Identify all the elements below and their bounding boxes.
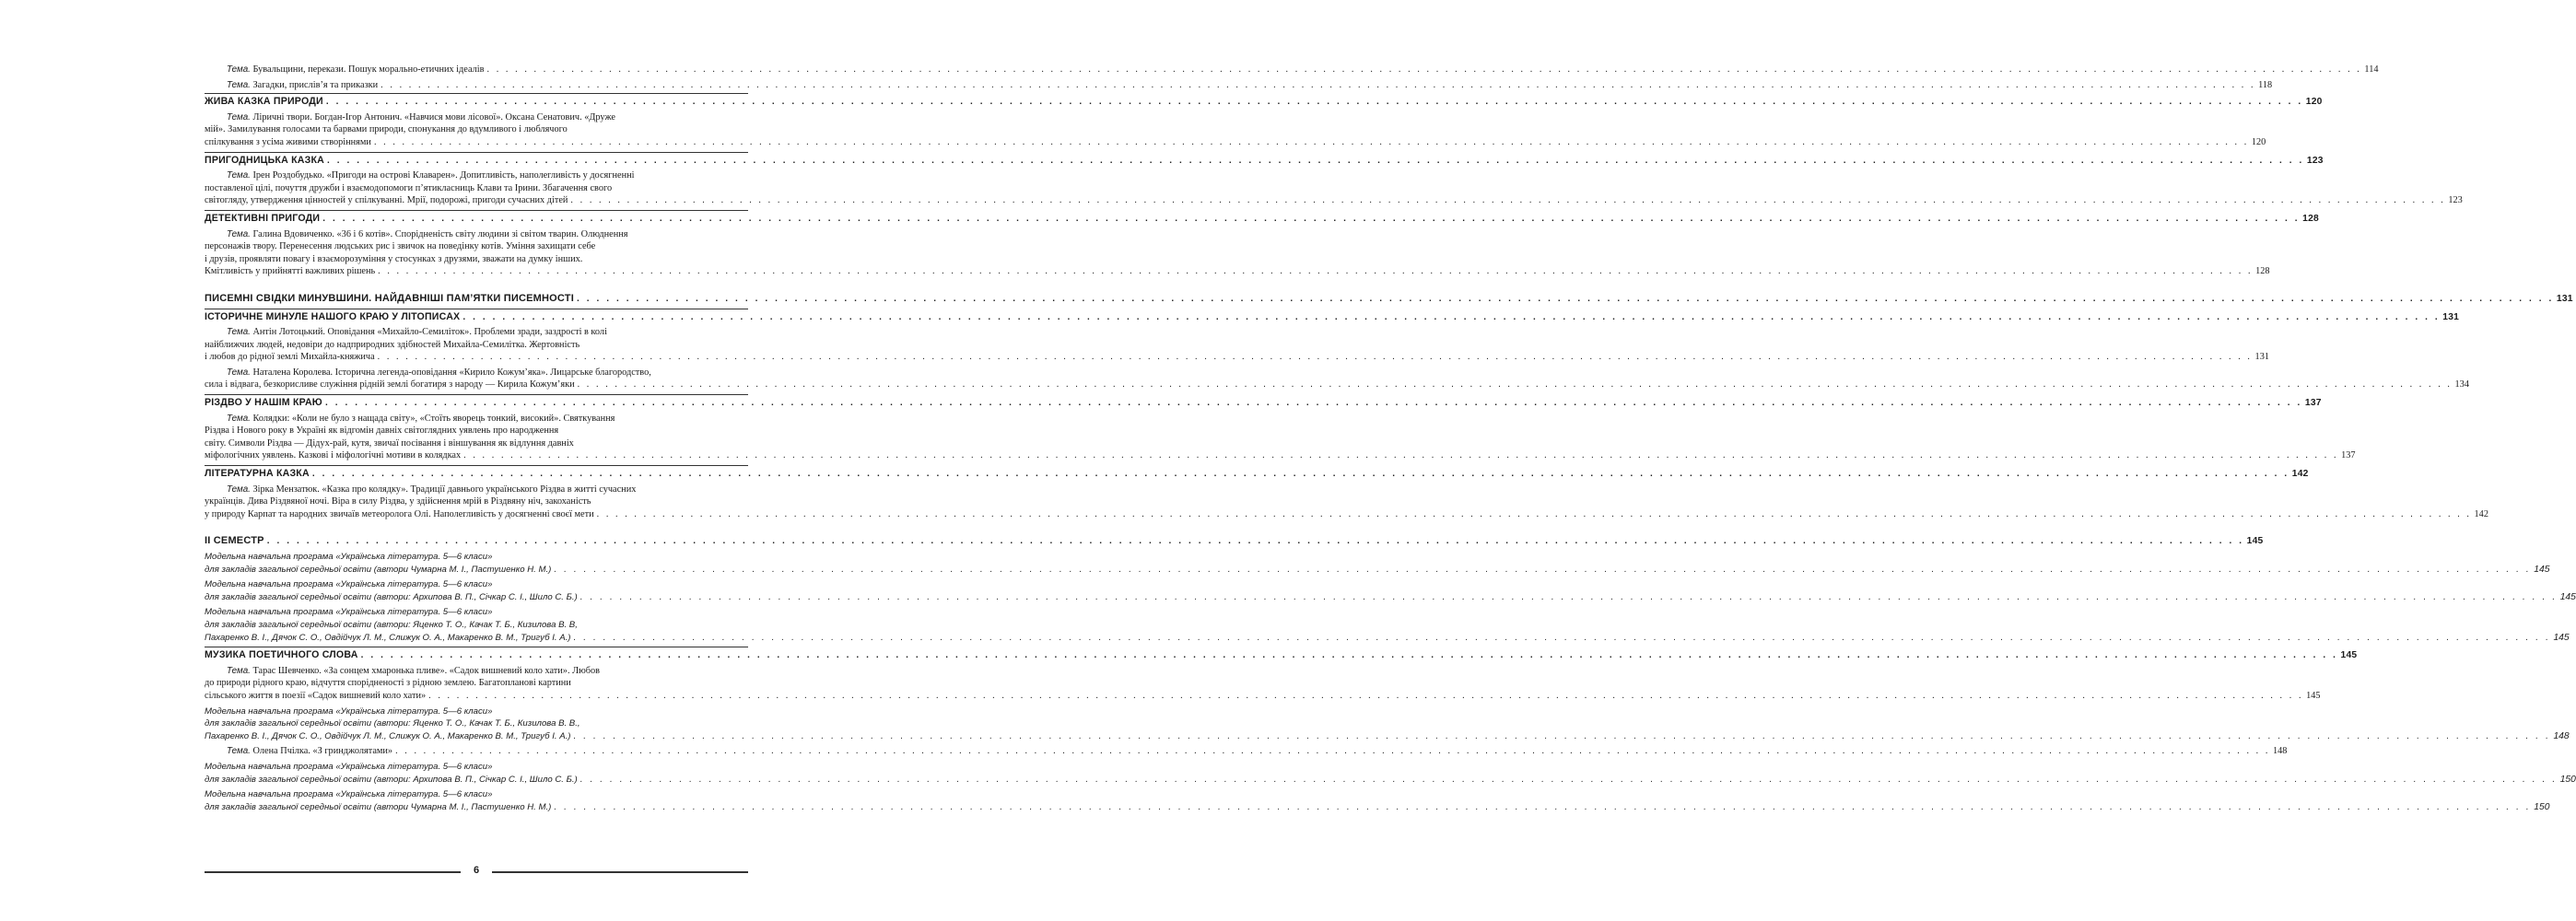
- toc-line: [205, 310, 2460, 324]
- toc-page-number: 120: [2251, 136, 2266, 147]
- toc-topic-entry[interactable]: [205, 484, 2488, 521]
- dot-leader: [554, 564, 2531, 577]
- dot-leader: [574, 632, 2551, 645]
- toc-program-entry[interactable]: [205, 761, 2576, 786]
- toc-line: [205, 677, 748, 690]
- page-footer: [205, 867, 748, 878]
- toc-line-text: [205, 535, 264, 548]
- toc-line-text: [205, 717, 580, 730]
- toc-line: [205, 228, 748, 241]
- toc-text: для закладів загальної середньої освіти (автори: Яценко Т. О., Качак Т. Б., Кизилова В. В,: [205, 619, 578, 630]
- toc-line-text: [205, 240, 595, 253]
- toc-section-heading[interactable]: [205, 210, 2319, 226]
- toc-line-text: [227, 64, 485, 76]
- toc-line-text: [205, 96, 323, 109]
- toc-line: [205, 690, 2321, 703]
- toc-text: Загадки, прислів’я та приказки: [252, 79, 379, 90]
- toc-line: [205, 96, 2323, 109]
- toc-topic-entry[interactable]: [205, 228, 2270, 278]
- toc-line-text: [205, 632, 571, 645]
- toc-line-text: [205, 551, 492, 564]
- toc-text: у природу Карпат та народних звичаїв метеоролога Олі. Наполегливість у досягненні своєї мети: [205, 508, 594, 519]
- toc-line-text: [205, 606, 492, 619]
- toc-line-text: [205, 253, 582, 266]
- toc-text: світу. Символи Різдва — Дідух-рай, кутя, звичаї посівання і віншування як відлуння давніх: [205, 437, 574, 449]
- toc-text: персонажів твору. Перенесення людських рис і звичок на поведінку котів. Уміння захищати себе: [205, 241, 596, 252]
- toc-line: [205, 495, 748, 508]
- toc-line: [205, 413, 748, 426]
- toc-line: [205, 253, 748, 266]
- toc-page-number: 137: [2304, 398, 2322, 409]
- toc-line-text: [227, 413, 615, 426]
- toc-text: сільського життя в поезії «Садок вишневий коло хати»: [205, 690, 427, 701]
- toc-page-number: 134: [2454, 379, 2469, 391]
- toc-line-text: [205, 591, 578, 604]
- toc-text: для закладів загальної середньої освіти (автори: Архипова В. П., Січкар С. І., Шило С. Б.): [205, 591, 578, 602]
- toc-line-text: [205, 468, 310, 481]
- toc-line: [205, 591, 2576, 604]
- toc-text: Модельна навчальна програма «Українська література. 5—6 класи»: [205, 761, 493, 772]
- page-number: 6: [473, 865, 480, 876]
- toc-line-text: [205, 774, 578, 787]
- toc-text: ЛІТЕРАТУРНА КАЗКА: [205, 468, 310, 480]
- toc-line-text: [205, 690, 426, 703]
- topic-label: Тема.: [227, 327, 251, 338]
- toc-line: [205, 551, 748, 564]
- toc-text: Модельна навчальна програма «Українська література. 5—6 класи»: [205, 789, 493, 800]
- toc-line: [205, 194, 2463, 207]
- toc-program-entry[interactable]: [205, 788, 2550, 813]
- toc-line: [205, 79, 2273, 92]
- toc-line-text: [227, 367, 651, 379]
- toc-line-text: [205, 677, 571, 690]
- toc-line: [205, 730, 2570, 743]
- toc-line-text: [205, 649, 358, 662]
- toc-line: [205, 632, 2570, 645]
- toc-page-number: 145: [2534, 564, 2550, 575]
- toc-topic-entry[interactable]: [205, 169, 2463, 207]
- toc-text: найближчих людей, недовіри до надприродних здібностей Михайла-Семилітка. Жертовність: [205, 339, 580, 350]
- toc-line-text: [227, 228, 627, 241]
- dot-leader: [322, 213, 2300, 226]
- toc-section-heading[interactable]: [205, 291, 2573, 306]
- toc-line: [205, 212, 2319, 226]
- toc-line: [205, 425, 748, 437]
- toc-program-entry[interactable]: [205, 705, 2570, 743]
- toc-line-text: [205, 788, 492, 801]
- toc-section-heading[interactable]: [205, 394, 2322, 410]
- toc-text: Бувальщини, перекази. Пошук морально-етичних ідеалів: [252, 64, 485, 75]
- dot-leader: [487, 64, 2362, 76]
- toc-page-number: 145: [2553, 632, 2570, 643]
- toc-line: [205, 705, 748, 718]
- toc-line-text: [205, 136, 371, 149]
- toc-line-text: [205, 311, 460, 324]
- toc-line: [205, 437, 748, 450]
- topic-label: Тема.: [227, 367, 251, 378]
- dot-leader: [374, 136, 2249, 149]
- toc-line-text: [205, 425, 558, 437]
- toc-text: Модельна навчальна програма «Українська література. 5—6 класи»: [205, 579, 493, 590]
- dot-leader: [597, 508, 2472, 521]
- toc-line: [205, 292, 2573, 306]
- toc-section-heading[interactable]: [205, 152, 2324, 168]
- toc-text: Тарас Шевченко. «За сонцем хмаронька пливе». «Садок вишневий коло хати». Любов: [252, 665, 601, 676]
- toc-page-number: 120: [2305, 97, 2323, 108]
- toc-line: [205, 182, 748, 195]
- toc-line: [205, 761, 748, 774]
- toc-text: Модельна навчальна програма «Українська література. 5—6 класи»: [205, 607, 493, 618]
- toc-line: [205, 240, 748, 253]
- toc-line: [205, 619, 748, 632]
- toc-text: Наталена Королева. Історична легенда-оповідання «Кирило Кожум’яка». Лицарське благородство,: [252, 367, 651, 378]
- toc-line-text: [205, 194, 568, 207]
- toc-text: мій». Замилування голосами та барвами природи, спонукання до вдумливого і люблячого: [205, 124, 568, 135]
- toc-line-text: [205, 578, 492, 591]
- toc-line: [205, 717, 748, 730]
- toc-page-number: 145: [2306, 690, 2321, 701]
- toc-line: [205, 535, 2264, 548]
- toc-topic-entry[interactable]: [205, 745, 2288, 758]
- toc-text: спілкування з усіма живими створіннями: [205, 136, 371, 147]
- toc-line: [205, 788, 748, 801]
- toc-text: сила і відвага, безкорисливе служіння рідній землі богатиря з народу — Кирила Кожум’яки: [205, 379, 575, 391]
- toc-line: [205, 745, 2288, 758]
- toc-line: [205, 649, 2358, 662]
- toc-text: і любов до рідної землі Михайла-княжича: [205, 352, 375, 363]
- toc-section-heading[interactable]: [205, 647, 2358, 662]
- toc-line-text: [205, 801, 551, 814]
- toc-text: Модельна навчальна програма «Українська література. 5—6 класи»: [205, 705, 493, 717]
- toc-line-text: [205, 379, 575, 391]
- toc-text: Олена Пчілка. «З гринджолятами»: [252, 746, 393, 757]
- topic-label: Тема.: [227, 64, 251, 75]
- toc-text: українців. Дива Різдвяної ночі. Віра в силу Різдва, у здійснення мрій в Різдвяну ніч, закоханість: [205, 496, 591, 507]
- toc-topic-entry[interactable]: [205, 79, 2273, 92]
- toc-topic-entry[interactable]: [205, 665, 2321, 703]
- toc-page-number: 150: [2559, 774, 2576, 785]
- toc-line-text: [205, 397, 322, 410]
- dot-leader: [395, 745, 2270, 758]
- toc-text: Модельна навчальна програма «Українська література. 5—6 класи»: [205, 552, 493, 562]
- toc-topic-entry[interactable]: [205, 367, 2469, 391]
- topic-label: Тема.: [227, 746, 251, 757]
- toc-line: [205, 339, 748, 352]
- toc-text: РІЗДВО У НАШІМ КРАЮ: [205, 397, 322, 409]
- dot-leader: [378, 351, 2253, 364]
- toc-text: Пахаренко В. І., Дячок С. О., Овдійчук Л. М., Слижук О. А., Макаренко В. М., Тригуб І. А.): [205, 730, 571, 741]
- dot-leader: [428, 690, 2303, 703]
- toc-line: [205, 136, 2266, 149]
- toc-page-number: 123: [2448, 195, 2463, 206]
- toc-line: [205, 326, 748, 339]
- toc-text: Ліричні твори. Богдан-Ігор Антонич. «Навчися мови лісової». Оксана Сенатович. «Друже: [252, 111, 615, 122]
- dot-leader: [577, 293, 2554, 306]
- toc-line: [205, 578, 748, 591]
- toc-line: [205, 397, 2322, 410]
- toc-line: [205, 484, 748, 496]
- toc-section-heading[interactable]: [205, 465, 2309, 481]
- topic-label: Тема.: [227, 228, 251, 239]
- toc-line: [205, 351, 2269, 364]
- toc-text: міфологічних уявлень. Казкові і міфологічні мотиви в колядках: [205, 450, 462, 461]
- toc-text: ПИСЕМНІ СВІДКИ МИНУВШИНИ. НАЙДАВНІШІ ПАМ’ЯТКИ ПИСЕМНОСТІ: [205, 292, 574, 304]
- toc-line: [205, 265, 2270, 278]
- dot-leader: [325, 397, 2302, 410]
- toc-line-text: [227, 665, 600, 678]
- toc-line-text: [205, 339, 580, 352]
- toc-text: ПРИГОДНИЦЬКА КАЗКА: [205, 154, 324, 166]
- footer-rule-left: [205, 871, 461, 873]
- toc-line-text: [205, 619, 578, 632]
- toc-page-number: 150: [2534, 801, 2550, 812]
- toc-topic-entry[interactable]: [205, 326, 2269, 364]
- toc-text: Кмітливість у прийнятті важливих рішень: [205, 266, 376, 277]
- dot-leader: [381, 79, 2255, 92]
- dot-leader: [378, 265, 2253, 278]
- toc-page-number: 123: [2306, 155, 2324, 166]
- toc-line: [205, 379, 2469, 391]
- dot-leader: [578, 379, 2453, 391]
- toc-page-number: 128: [2255, 266, 2270, 277]
- dot-leader: [312, 468, 2289, 481]
- dot-leader: [574, 730, 2551, 743]
- toc-line-text: [227, 169, 634, 182]
- toc-text: Галина Вдовиченко. «36 і 6 котів». Спорідненість світу людини зі світом тварин. Олюднення: [252, 228, 628, 239]
- toc-text: Колядки: «Коли не було з нащада світу», «Стоїть яворець тонкий, високий». Святкування: [252, 413, 615, 424]
- toc-line-text: [205, 449, 461, 462]
- dot-leader: [463, 449, 2338, 462]
- toc-text: Ірен Роздобудько. «Пригоди на острові Клаварен». Допитливість, наполегливість у досягненні: [252, 170, 635, 181]
- toc-page-number: 148: [2272, 746, 2288, 757]
- toc-page-number: 142: [2474, 508, 2488, 519]
- toc-program-entry[interactable]: [205, 551, 2550, 576]
- toc-line: [205, 665, 748, 678]
- toc-line-text: [205, 265, 375, 278]
- toc-line-text: [205, 351, 375, 364]
- toc-line-text: [227, 79, 378, 92]
- toc-line: [205, 111, 748, 124]
- toc-page-number: 114: [2364, 64, 2379, 75]
- dot-leader: [580, 591, 2558, 604]
- topic-label: Тема.: [227, 111, 251, 122]
- toc-line: [205, 801, 2550, 814]
- dot-leader: [327, 155, 2304, 168]
- toc-line-text: [227, 111, 615, 124]
- toc-topic-entry[interactable]: [205, 413, 2356, 462]
- toc-text: ІІ СЕМЕСТР: [205, 535, 264, 547]
- toc-text: МУЗИКА ПОЕТИЧНОГО СЛОВА: [205, 649, 358, 661]
- toc-line-text: [205, 437, 574, 450]
- toc-line: [205, 64, 2379, 76]
- dot-leader: [326, 96, 2303, 109]
- toc-line: [205, 154, 2324, 168]
- toc-line-text: [205, 508, 594, 521]
- toc-topic-entry[interactable]: [205, 111, 2266, 149]
- toc-line-text: [205, 761, 492, 774]
- toc-line: [205, 468, 2309, 481]
- toc-text: до природи рідного краю, відчуття спорідненості з рідною землею. Багатопланові картини: [205, 678, 571, 689]
- toc-text: світогляду, утвердження цінностей у спілкуванні. Мрії, подорожі, пригоди сучасних дітей: [205, 195, 568, 206]
- toc-program-entry[interactable]: [205, 578, 2576, 603]
- toc-line-text: [227, 484, 636, 496]
- toc-page-number: 131: [2254, 352, 2269, 363]
- toc-page-number: 142: [2291, 469, 2309, 480]
- toc-section-heading[interactable]: [205, 533, 2264, 548]
- toc-page-number: 118: [2258, 79, 2273, 90]
- toc-line-text: [205, 123, 568, 136]
- toc-line: [205, 169, 748, 182]
- toc-line: [205, 508, 2488, 521]
- topic-label: Тема.: [227, 170, 251, 181]
- toc-page-number: 131: [2442, 311, 2460, 322]
- toc-text: для закладів загальної середньої освіти (автори: Яценко Т. О., Качак Т. Б., Кизилова В. В.,: [205, 718, 580, 729]
- table-of-contents: [205, 61, 2576, 813]
- topic-label: Тема.: [227, 665, 251, 676]
- toc-page-number: 148: [2553, 730, 2570, 741]
- toc-line-text: [205, 495, 591, 508]
- dot-leader: [463, 311, 2440, 324]
- dot-leader: [570, 194, 2445, 207]
- toc-topic-entry[interactable]: [205, 64, 2379, 76]
- toc-text: Зірка Мензатюк. «Казка про колядку». Традиції давнього українського Різдва в житті сучасних: [252, 484, 637, 495]
- topic-label: Тема.: [227, 79, 251, 90]
- toc-line: [205, 367, 748, 379]
- toc-line-text: [205, 155, 324, 168]
- toc-page-number: 145: [2559, 591, 2576, 602]
- toc-page-number: 145: [2246, 536, 2264, 547]
- topic-label: Тема.: [227, 484, 251, 495]
- toc-line: [205, 564, 2550, 577]
- toc-text: для закладів загальної середньої освіти (автори: Архипова В. П., Січкар С. І., Шило С. Б.): [205, 774, 578, 785]
- toc-page-number: 137: [2341, 450, 2356, 461]
- toc-program-entry[interactable]: [205, 606, 2570, 644]
- toc-text: Різдва і Нового року в Україні як відгомін давніх світоглядних уявлень про народження: [205, 426, 559, 437]
- toc-page-number: 128: [2302, 213, 2319, 224]
- footer-rule-right: [492, 871, 748, 873]
- dot-leader: [580, 774, 2558, 787]
- toc-page-number: 145: [2340, 650, 2358, 661]
- toc-text: ІСТОРИЧНЕ МИНУЛЕ НАШОГО КРАЮ У ЛІТОПИСАХ: [205, 310, 461, 322]
- dot-leader: [267, 535, 2244, 548]
- toc-section-heading[interactable]: [205, 93, 2323, 109]
- toc-line-text: [205, 293, 574, 306]
- toc-line: [205, 774, 2576, 787]
- toc-text: і друзів, проявляти повагу і взаєморозуміння у стосунках з друзями, зважати на думку інших.: [205, 253, 583, 264]
- toc-text: ДЕТЕКТИВНІ ПРИГОДИ: [205, 212, 321, 224]
- toc-line-text: [205, 182, 612, 195]
- toc-page-number: 131: [2556, 293, 2573, 304]
- topic-label: Тема.: [227, 413, 251, 424]
- toc-text: Антін Лотоцький. Оповідання «Михайло-Семиліток». Проблеми зради, заздрості в колі: [252, 327, 607, 338]
- toc-line-text: [205, 705, 492, 718]
- dot-leader: [361, 649, 2338, 662]
- toc-line-text: [205, 213, 320, 226]
- toc-line: [205, 449, 2356, 462]
- toc-text: для закладів загальної середньої освіти (автори Чумарна М. І., Пастушенко Н. М.): [205, 801, 552, 812]
- toc-text: ЖИВА КАЗКА ПРИРОДИ: [205, 96, 323, 108]
- dot-leader: [554, 801, 2531, 814]
- toc-line: [205, 123, 748, 136]
- toc-line-text: [205, 730, 571, 743]
- toc-text: Пахаренко В. І., Дячок С. О., Овдійчук Л. М., Слижук О. А., Макаренко В. М., Тригуб І. А.): [205, 632, 571, 643]
- toc-line: [205, 606, 748, 619]
- toc-line-text: [227, 745, 392, 758]
- toc-line-text: [205, 564, 551, 577]
- toc-line-text: [227, 326, 607, 339]
- toc-section-heading[interactable]: [205, 309, 2460, 324]
- toc-text: поставленої цілі, почуття дружби і взаємодопомоги п’ятикласниць Клави та Ірини. Збагачення свого: [205, 182, 613, 193]
- toc-text: для закладів загальної середньої освіти (автори Чумарна М. І., Пастушенко Н. М.): [205, 564, 552, 575]
